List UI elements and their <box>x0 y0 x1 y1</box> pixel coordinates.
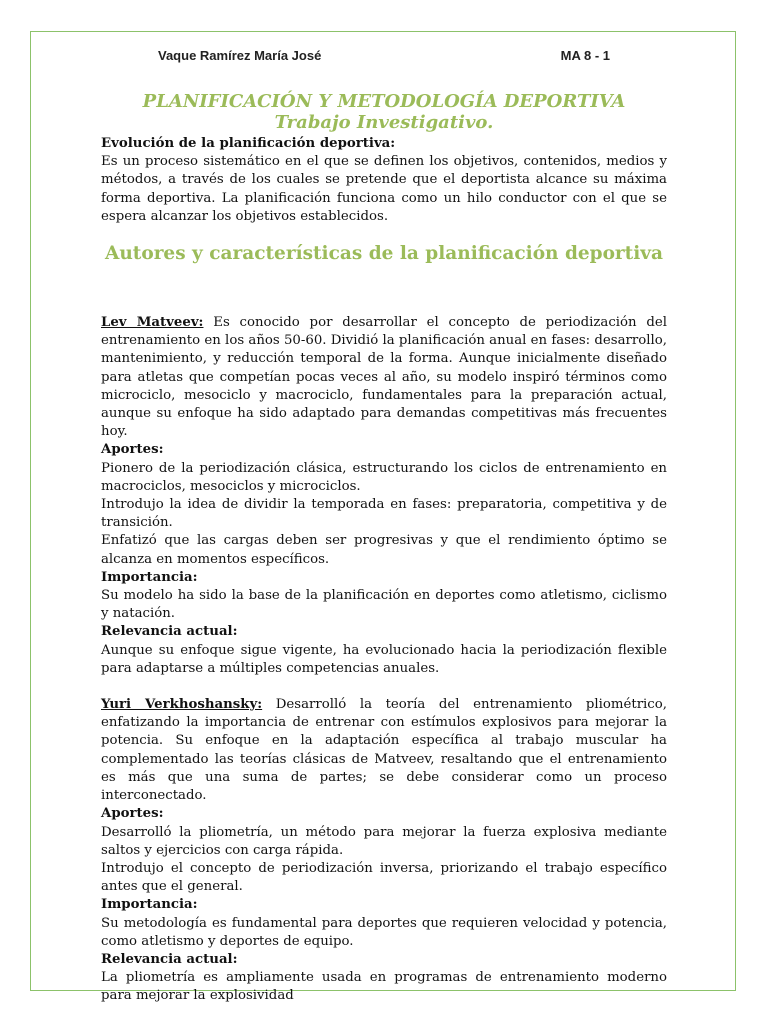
author-name: Lev Matveev: <box>101 315 204 331</box>
author-intro-text: Es conocido por desarrollar el concepto de periodización del entrenamiento en los años 50-60. Dividió la planificación anual en fases: desarrollo, mantenimiento, y reducción temporal de la forma. Aunque inicialmente diseñado para atletas que competían pocas veces al año, su modelo inspiró términos como microciclo, mesociclo y macrociclo, fundamentales para la preparación actual, aunque su enfoque ha sido adaptado para demandas competitivas más frecuentes hoy. <box>101 315 667 440</box>
evolution-paragraph: Es un proceso sistemático en el que se definen los objetivos, contenidos, medios y métodos, a través de los cuales se pretende que el deportista alcance su máxima forma deportiva. La planificación funciona como un hilo conductor con el que se espera alcanzar los objetivos establecidos. <box>101 154 667 224</box>
aporte-item: Introdujo el concepto de periodización inversa, priorizando el trabajo específico antes que el general. <box>101 860 667 895</box>
section-title: Autores y características de la planificación deportiva <box>105 243 663 265</box>
aporte-item: Desarrolló la pliometría, un método para mejorar la fuerza explosiva mediante saltos y ejercicios con carga rápida. <box>101 824 667 858</box>
document-subtitle: Trabajo Investigativo. <box>274 112 494 133</box>
author-name: Yuri Verkhoshansky: <box>101 697 263 713</box>
importancia-text: Su modelo ha sido la base de la planificación en deportes como atletismo, ciclismo y natación. <box>101 588 667 622</box>
aporte-item: Pionero de la periodización clásica, estructurando los ciclos de entrenamiento en macrociclos, mesociclos y microciclos. <box>101 460 667 494</box>
relevancia-heading: Relevancia actual: <box>101 624 238 640</box>
relevancia-text: Aunque su enfoque sigue vigente, ha evolucionado hacia la periodización flexible para adaptarse a múltiples competencias anuales. <box>101 642 667 676</box>
author-intro-text: Desarrolló la teoría del entrenamiento pliométrico, enfatizando la importancia de entrenar con estímulos explosivos para mejorar la potencia. Su enfoque en la adaptación específica al trabajo muscular ha complementado las teorías clásicas de Matveev, resaltando que el entrenamiento es más que una suma de partes; se debe considerar como un proceso interconectado. <box>101 697 667 804</box>
relevancia-heading: Relevancia actual: <box>101 951 238 967</box>
header-course: MA 8 - 1 <box>560 48 610 63</box>
aportes-heading: Aportes: <box>101 806 164 822</box>
aporte-item: Introdujo la idea de dividir la temporada en fases: preparatoria, competitiva y de transición. <box>101 497 667 531</box>
importancia-text: Su metodología es fundamental para deportes que requieren velocidad y potencia, como atletismo y deportes de equipo. <box>101 915 667 949</box>
importancia-heading: Importancia: <box>101 897 198 913</box>
document-body <box>101 90 667 1006</box>
relevancia-text: La pliometría es ampliamente usada en programas de entrenamiento moderno para mejorar la explosividad <box>101 970 667 1004</box>
document-header <box>158 48 610 66</box>
author-intro-paragraph <box>101 314 667 441</box>
aportes-heading: Aportes: <box>101 442 164 458</box>
evolution-heading: Evolución de la planificación deportiva: <box>101 136 396 151</box>
author-intro-paragraph <box>101 696 667 805</box>
document-title: PLANIFICACIÓN Y METODOLOGÍA DEPORTIVA <box>142 91 626 112</box>
spacer <box>101 678 667 696</box>
header-author: Vaque Ramírez María José <box>158 48 322 63</box>
importancia-heading: Importancia: <box>101 569 198 585</box>
aporte-item: Enfatizó que las cargas deben ser progresivas y que el rendimiento óptimo se alcanza en momentos específicos. <box>101 533 667 567</box>
